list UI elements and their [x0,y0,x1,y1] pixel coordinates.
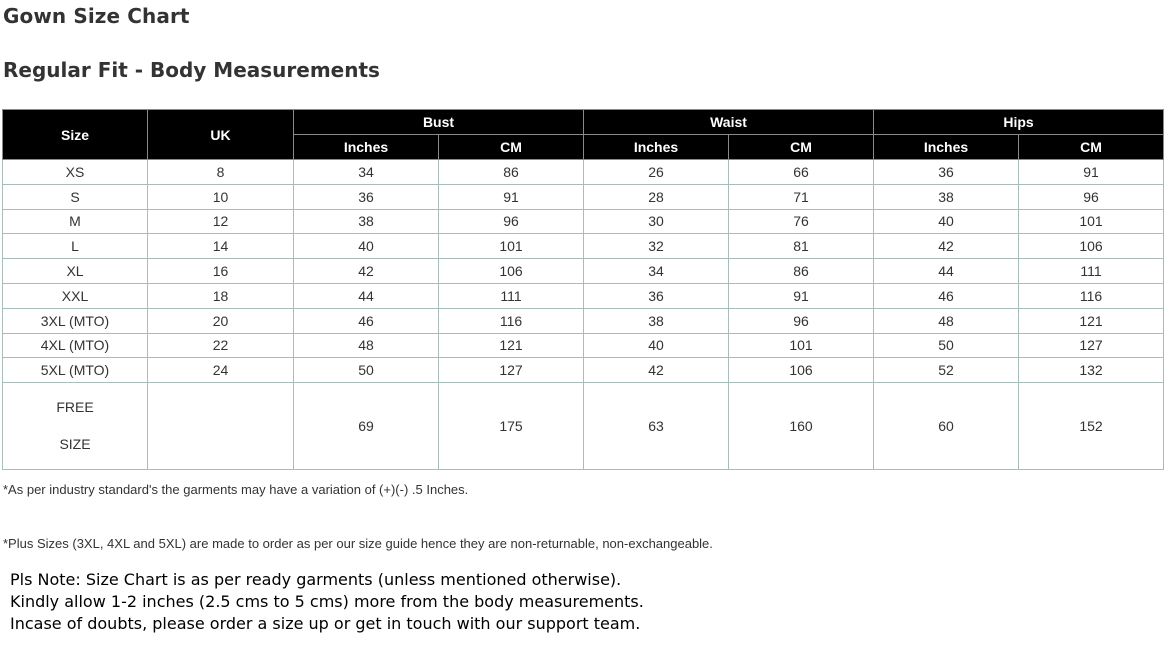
header-bust-inches: Inches [294,135,439,160]
free-size-line1: FREE [56,399,94,416]
header-waist-inches: Inches [584,135,729,160]
table-row-free-size [3,383,1164,470]
cell-bust-cm: 127 [439,358,584,383]
cell-size: M [3,209,148,234]
cell-bust-cm: 175 [439,383,584,470]
header-bust-cm: CM [439,135,584,160]
cell-hips-cm: 106 [1019,234,1164,259]
cell-hips-cm: 127 [1019,333,1164,358]
section-title: Regular Fit - Body Measurements [3,58,380,82]
header-waist: Waist [584,110,874,135]
cell-waist-inches: 28 [584,184,729,209]
cell-size: 3XL (MTO) [3,308,148,333]
header-hips-cm: CM [1019,135,1164,160]
header-hips: Hips [874,110,1164,135]
pls-note-line: Kindly allow 1-2 inches (2.5 cms to 5 cms) more from the body measurements. [10,592,644,611]
table-row [3,184,1164,209]
cell-waist-cm: 81 [729,234,874,259]
cell-hips-cm: 121 [1019,308,1164,333]
header-size: Size [3,110,148,160]
cell-bust-cm: 116 [439,308,584,333]
header-uk: UK [148,110,294,160]
cell-bust-cm: 96 [439,209,584,234]
header-waist-cm: CM [729,135,874,160]
cell-uk [148,383,294,470]
cell-bust-cm: 111 [439,283,584,308]
cell-hips-cm: 116 [1019,283,1164,308]
cell-waist-inches: 30 [584,209,729,234]
cell-waist-cm: 71 [729,184,874,209]
cell-size: XXL [3,283,148,308]
cell-uk: 22 [148,333,294,358]
plus-size-note: *Plus Sizes (3XL, 4XL and 5XL) are made to order as per our size guide hence they are non-returnable, non-exchangeable. [3,536,713,551]
cell-hips-inches: 40 [874,209,1019,234]
cell-hips-cm: 96 [1019,184,1164,209]
table-row [3,333,1164,358]
cell-uk: 10 [148,184,294,209]
cell-waist-cm: 86 [729,259,874,284]
cell-bust-inches: 38 [294,209,439,234]
size-chart-table [2,109,1164,470]
cell-hips-cm: 101 [1019,209,1164,234]
cell-bust-inches: 50 [294,358,439,383]
cell-size: 4XL (MTO) [3,333,148,358]
cell-uk: 24 [148,358,294,383]
cell-bust-inches: 69 [294,383,439,470]
cell-bust-inches: 46 [294,308,439,333]
cell-uk: 14 [148,234,294,259]
table-row [3,358,1164,383]
cell-waist-cm: 101 [729,333,874,358]
cell-hips-inches: 44 [874,259,1019,284]
cell-bust-inches: 34 [294,160,439,185]
cell-size: 5XL (MTO) [3,358,148,383]
table-row [3,308,1164,333]
header-bust: Bust [294,110,584,135]
cell-waist-inches: 36 [584,283,729,308]
cell-bust-inches: 48 [294,333,439,358]
cell-hips-inches: 46 [874,283,1019,308]
pls-note-block [10,569,644,635]
table-row [3,259,1164,284]
pls-note-line: Incase of doubts, please order a size up or get in touch with our support team. [10,614,641,633]
cell-hips-cm: 152 [1019,383,1164,470]
table-row [3,160,1164,185]
cell-size: XS [3,160,148,185]
cell-size-free [3,383,148,470]
cell-bust-inches: 42 [294,259,439,284]
cell-waist-inches: 40 [584,333,729,358]
table-row [3,283,1164,308]
cell-uk: 18 [148,283,294,308]
cell-uk: 16 [148,259,294,284]
cell-waist-cm: 96 [729,308,874,333]
cell-waist-inches: 34 [584,259,729,284]
cell-waist-inches: 38 [584,308,729,333]
cell-hips-inches: 36 [874,160,1019,185]
cell-waist-cm: 106 [729,358,874,383]
table-header [3,110,1164,160]
cell-bust-cm: 121 [439,333,584,358]
cell-hips-cm: 111 [1019,259,1164,284]
cell-waist-inches: 26 [584,160,729,185]
page-title: Gown Size Chart [3,4,190,28]
cell-bust-cm: 91 [439,184,584,209]
pls-note-line: Pls Note: Size Chart is as per ready garments (unless mentioned otherwise). [10,570,622,589]
cell-hips-inches: 50 [874,333,1019,358]
cell-uk: 8 [148,160,294,185]
cell-waist-inches: 63 [584,383,729,470]
cell-hips-inches: 48 [874,308,1019,333]
cell-bust-cm: 101 [439,234,584,259]
cell-waist-inches: 32 [584,234,729,259]
cell-waist-cm: 91 [729,283,874,308]
cell-waist-cm: 160 [729,383,874,470]
free-size-line2: SIZE [59,436,91,453]
cell-uk: 12 [148,209,294,234]
cell-waist-cm: 66 [729,160,874,185]
cell-size: L [3,234,148,259]
table-row [3,209,1164,234]
cell-bust-inches: 44 [294,283,439,308]
cell-hips-inches: 60 [874,383,1019,470]
cell-hips-inches: 42 [874,234,1019,259]
cell-hips-inches: 38 [874,184,1019,209]
cell-hips-inches: 52 [874,358,1019,383]
cell-bust-inches: 36 [294,184,439,209]
cell-bust-inches: 40 [294,234,439,259]
header-hips-inches: Inches [874,135,1019,160]
cell-hips-cm: 132 [1019,358,1164,383]
cell-waist-cm: 76 [729,209,874,234]
table-body [3,160,1164,470]
variation-note: *As per industry standard's the garments may have a variation of (+)(-) .5 Inches. [3,482,469,497]
cell-size: XL [3,259,148,284]
cell-bust-cm: 86 [439,160,584,185]
cell-size: S [3,184,148,209]
cell-hips-cm: 91 [1019,160,1164,185]
cell-uk: 20 [148,308,294,333]
cell-waist-inches: 42 [584,358,729,383]
table-row [3,234,1164,259]
cell-bust-cm: 106 [439,259,584,284]
